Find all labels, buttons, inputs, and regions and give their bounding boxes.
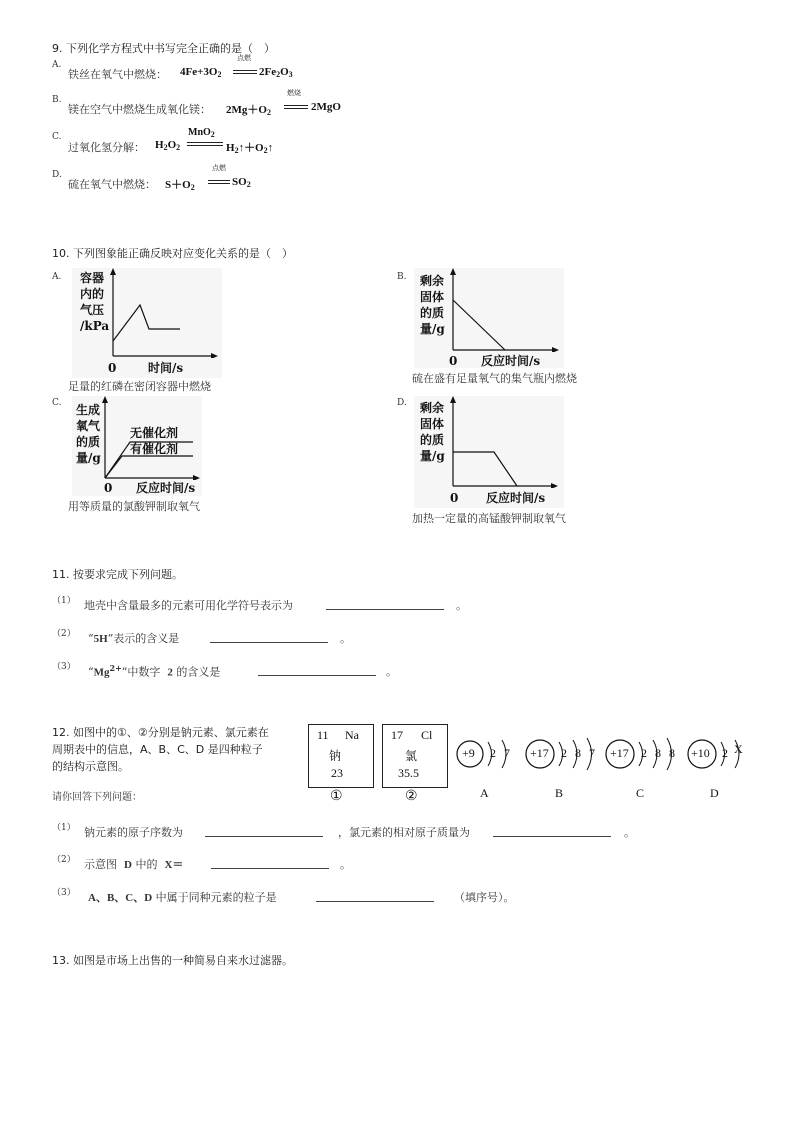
question-13-title: 13. 如图是市场上出售的一种简易自来水过滤器。 <box>52 954 293 967</box>
atomic-number: 17 <box>391 728 403 742</box>
graph-a-caption: 足量的红磷在密闭容器中燃烧 <box>68 380 211 393</box>
sub-question-text: 地壳中含量最多的元素可用化学符号表示为 <box>84 599 293 612</box>
figure-mark-2: ② <box>405 788 418 804</box>
shell-electrons: 7 <box>589 746 595 760</box>
sub-question-text: A、B、C、D 中属于同种元素的粒子是 <box>88 891 277 904</box>
answer-blank[interactable] <box>210 642 328 643</box>
equation-left: $2Mg+O_2$ <box>226 104 271 117</box>
sub-question-text: “5H”表示的含义是 <box>88 632 180 645</box>
option-text: 硫在氧气中燃烧： <box>68 178 156 191</box>
graph-c-caption: 用等质量的氯酸钾制取氧气 <box>68 500 200 513</box>
graph-b-origin: 0 <box>449 354 458 368</box>
shell-electrons-unknown: X <box>734 742 743 756</box>
catalyst-condition: MnO$_2$ <box>188 127 215 139</box>
sub-question-text: 示意图 D 中的 X＝ <box>84 858 184 871</box>
sub-question-end: （填序号）。 <box>454 891 515 904</box>
graph-c-origin: 0 <box>104 481 113 495</box>
element-symbol: Na <box>345 728 359 742</box>
equation-left: $4Fe+3O_2$ <box>180 66 222 79</box>
equals-sign <box>233 70 257 74</box>
graph-d-plot <box>448 396 558 488</box>
question-10-title: 10. 下列图象能正确反映对应变化关系的是（ ） <box>52 247 293 260</box>
sub-question-number: （2） <box>52 855 76 865</box>
shell-electrons: 8 <box>575 746 581 760</box>
equation-right: 2MgO <box>311 101 341 113</box>
particle-label: D <box>710 786 719 800</box>
periodic-cell-sodium <box>308 724 374 788</box>
periodic-cell-chlorine <box>382 724 448 788</box>
shell-electrons: 8 <box>669 746 675 760</box>
sub-question-end: 。 <box>624 826 635 839</box>
reaction-condition: 燃烧 <box>287 89 301 97</box>
graph-c-xlabel: 反应时间/s <box>136 481 196 495</box>
graph-a-origin: 0 <box>108 361 117 375</box>
equals-sign <box>284 105 308 109</box>
element-name: 氯 <box>405 749 418 763</box>
question-12-ask: 请你回答下列问题： <box>52 792 142 803</box>
equals-sign <box>187 142 223 146</box>
particle-label: A <box>480 786 489 800</box>
sub-question-text: ，氯元素的相对原子质量为 <box>338 826 470 839</box>
answer-blank[interactable] <box>316 901 434 902</box>
graph-d-ylabel: 剩余 固体 的质 量/g <box>420 401 445 463</box>
graph-b-ylabel: 剩余 固体 的质 量/g <box>420 274 445 336</box>
option-text: 过氧化氢分解： <box>68 141 145 154</box>
equation-right: $SO_2$ <box>232 176 251 189</box>
option-letter: A. <box>52 60 62 70</box>
graph-d-origin: 0 <box>450 491 459 505</box>
sub-question-number: （1） <box>52 823 76 833</box>
nucleus-charge: +10 <box>691 746 710 760</box>
answer-blank[interactable] <box>205 836 323 837</box>
question-9-title: 9. 下列化学方程式中书写完全正确的是（ ） <box>52 42 275 55</box>
atomic-mass: 35.5 <box>398 766 419 780</box>
graph-b-caption: 硫在盛有足量氧气的集气瓶内燃烧 <box>412 372 577 385</box>
element-name: 钠 <box>329 749 342 763</box>
option-text: 镁在空气中燃烧生成氧化镁： <box>68 103 211 116</box>
atomic-number: 11 <box>317 728 329 742</box>
graph-a-xlabel: 时间/s <box>148 361 184 375</box>
graph-b-xlabel: 反应时间/s <box>481 354 541 368</box>
sub-question-number: （1） <box>52 596 76 606</box>
answer-blank[interactable] <box>493 836 611 837</box>
equation-right: $2Fe_2O_3$ <box>259 66 293 79</box>
graph-b-plot <box>449 268 559 352</box>
shell-electrons: 8 <box>655 746 661 760</box>
equation-right: $H_2↑+O_2↑$ <box>226 142 274 155</box>
shell-electrons: 2 <box>641 746 647 760</box>
element-symbol: Cl <box>421 728 433 742</box>
graph-c-line-label-no-catalyst: 无催化剂 <box>130 426 179 440</box>
reaction-condition: 点燃 <box>212 164 226 172</box>
particle-label: B <box>555 786 564 800</box>
answer-blank[interactable] <box>326 609 444 610</box>
figure-mark-1: ① <box>330 788 343 804</box>
option-letter: D. <box>52 170 62 180</box>
answer-blank[interactable] <box>211 868 329 869</box>
option-letter: C. <box>52 398 62 408</box>
question-12-title: 12. 如图中的①、②分别是钠元素、氯元素在 周期表中的信息，A、B、C、D 是四种粒子 的结构示意图。 <box>52 726 269 773</box>
shell-electrons: 2 <box>722 746 728 760</box>
sub-question-end: 。 <box>386 665 397 678</box>
shell-electrons: 2 <box>561 746 567 760</box>
nucleus-charge: +17 <box>530 746 549 760</box>
option-letter: B. <box>397 272 407 282</box>
option-text: 铁丝在氧气中燃烧： <box>68 68 167 81</box>
question-11-title: 11. 按要求完成下列问题。 <box>52 568 183 581</box>
graph-d-xlabel: 反应时间/s <box>486 491 546 505</box>
option-letter: C. <box>52 132 62 142</box>
nucleus-charge: +17 <box>610 746 629 760</box>
option-letter: B. <box>52 95 62 105</box>
sub-question-end: 。 <box>456 599 467 612</box>
graph-a-plot <box>108 268 218 358</box>
graph-d-caption: 加热一定量的高锰酸钾制取氧气 <box>412 512 566 525</box>
option-letter: A. <box>52 272 62 282</box>
graph-a-ylabel: 容器 内的 气压 /kPa <box>80 271 110 333</box>
atomic-mass: 23 <box>331 766 343 780</box>
graph-c-line-label-catalyst: 有催化剂 <box>130 442 179 456</box>
sub-question-text: “$Mg^{2+}$”中数字 2 的含义是 <box>88 663 221 679</box>
sub-question-end: 。 <box>340 858 351 871</box>
graph-c-ylabel: 生成 氧气 的质 量/g <box>76 403 101 465</box>
nucleus-charge: +9 <box>462 746 475 760</box>
reaction-condition: 点燃 <box>237 54 251 62</box>
shell-electrons: 2 <box>490 746 496 760</box>
sub-question-number: （2） <box>52 629 76 639</box>
equation-left: $H_2O_2$ <box>155 139 181 152</box>
equals-sign <box>208 180 230 184</box>
equation-left: $S+O_2$ <box>165 179 195 192</box>
particle-label: C <box>636 786 645 800</box>
sub-question-number: （3） <box>52 662 76 672</box>
answer-blank[interactable] <box>258 675 376 676</box>
sub-question-text: 钠元素的原子序数为 <box>84 826 183 839</box>
shell-electrons: 7 <box>504 746 510 760</box>
option-letter: D. <box>397 398 407 408</box>
sub-question-number: （3） <box>52 888 76 898</box>
sub-question-end: 。 <box>340 632 351 645</box>
